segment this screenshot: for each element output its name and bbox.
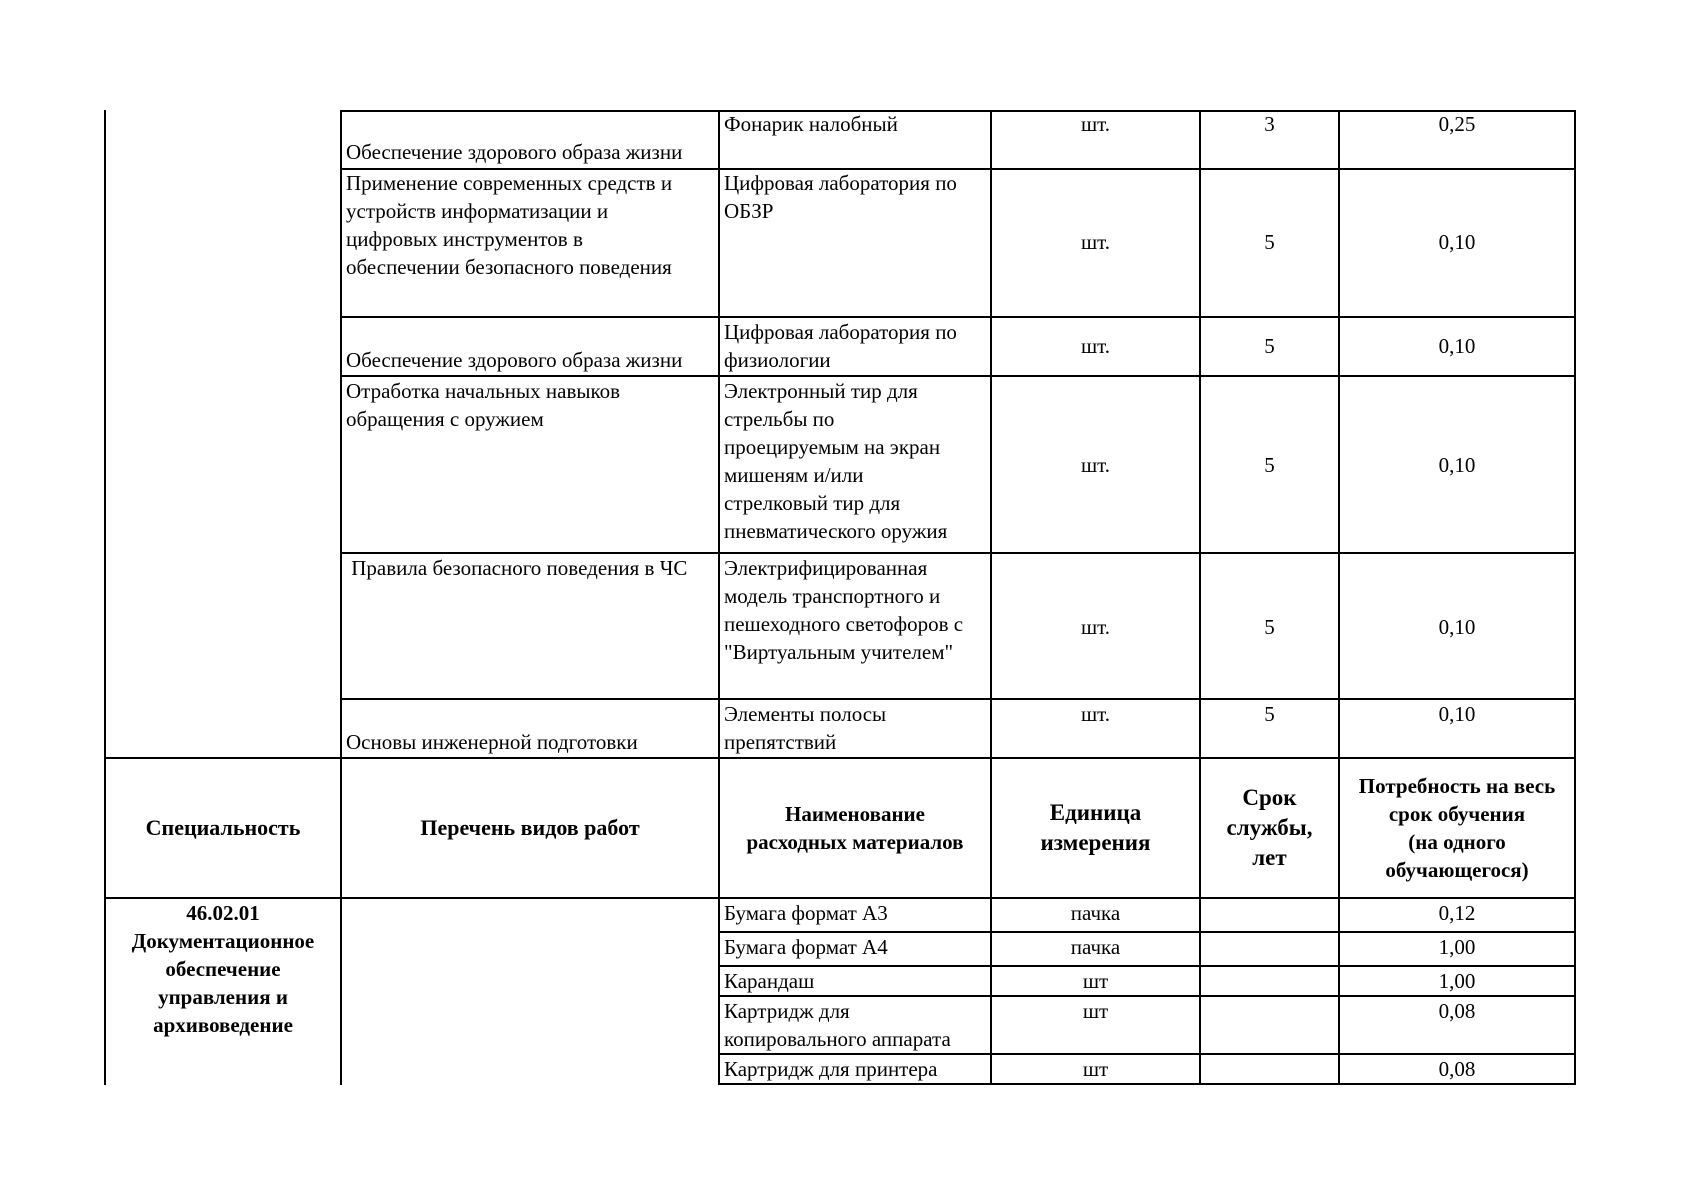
table-cell-item: Бумага формат А4 xyxy=(724,935,888,959)
table-cell-unit: шт xyxy=(1082,999,1109,1023)
table-cell-unit: шт xyxy=(1082,969,1109,993)
table-cell-term xyxy=(1201,899,1338,931)
table-cell-term: 5 xyxy=(1264,615,1275,639)
table-cell-need: 0,10 xyxy=(1438,615,1476,639)
table-cell-item: Электронный тир для стрельбы по проецируемым на экран мишеням и/или стрелковый тир для пневматического оружия xyxy=(724,379,948,543)
table-cell-unit: пачка xyxy=(1070,935,1121,959)
table-cell-need: 0,08 xyxy=(1438,1057,1476,1081)
table-cell-item: Цифровая лаборатория по ОБЗР xyxy=(724,171,957,223)
table-cell-item: Цифровая лаборатория по физиологии xyxy=(724,320,957,372)
table-cell-need: 0,08 xyxy=(1438,999,1476,1023)
table-cell-need: 0,12 xyxy=(1438,901,1476,925)
table-cell-term: 5 xyxy=(1264,702,1275,726)
table-border xyxy=(1574,110,1576,1085)
table-cell-unit: шт. xyxy=(1080,334,1111,358)
column-header-term: Срок службы, лет xyxy=(1226,785,1313,870)
table-cell-unit: пачка xyxy=(1070,901,1121,925)
table-cell-work: Обеспечение здорового образа жизни xyxy=(346,348,683,372)
table-cell-term xyxy=(1201,997,1338,1025)
table-cell-work: Применение современных средств и устройств информатизации и цифровых инструментов в обеспечении безопасного поведения xyxy=(346,171,673,279)
table-cell-item: Бумага формат А3 xyxy=(724,901,888,925)
table-border xyxy=(718,1083,1576,1085)
table-cell-item: Фонарик налобный xyxy=(724,112,898,136)
table-cell-term: 5 xyxy=(1264,334,1275,358)
table-cell-need: 0,25 xyxy=(1438,112,1476,136)
table-cell-term xyxy=(1201,1055,1338,1083)
table-cell-item: Картридж для копировального аппарата xyxy=(724,999,951,1051)
table-cell-need: 0,10 xyxy=(1438,230,1476,254)
table-cell-item: Картридж для принтера xyxy=(724,1057,938,1081)
table-cell-unit: шт. xyxy=(1080,453,1111,477)
table-cell-term: 5 xyxy=(1264,230,1275,254)
table-cell-term: 5 xyxy=(1264,453,1275,477)
column-header-need: Потребность на весь срок обучения (на одного обучающегося) xyxy=(1358,774,1556,882)
table-cell-work: Правила безопасного поведения в ЧС xyxy=(346,556,688,580)
table-cell-need: 1,00 xyxy=(1438,969,1476,993)
specialty-name: Документационное обеспечение управления и архивоведение xyxy=(131,929,315,1037)
table-cell-need: 0,10 xyxy=(1438,334,1476,358)
column-header-works: Перечень видов работ xyxy=(420,815,640,840)
specialty-code: 46.02.01 xyxy=(186,901,260,925)
table-cell-unit: шт. xyxy=(1080,702,1111,726)
table-cell-unit: шт. xyxy=(1080,230,1111,254)
table-cell-item: Карандаш xyxy=(724,969,815,993)
table-cell-need: 0,10 xyxy=(1438,702,1476,726)
column-header-specialty: Специальность xyxy=(145,815,301,840)
table-cell-term xyxy=(1201,933,1338,965)
table-cell-unit: шт. xyxy=(1080,615,1111,639)
column-header-materials: Наименование расходных материалов xyxy=(746,802,964,854)
table-cell-work: Обеспечение здорового образа жизни xyxy=(346,140,683,164)
table-cell-need: 0,10 xyxy=(1438,453,1476,477)
column-header-unit: Единица измерения xyxy=(1040,800,1151,855)
table-cell-work: Отработка начальных навыков обращения с оружием xyxy=(346,379,621,431)
table-cell-unit: шт xyxy=(1082,1057,1109,1081)
table-cell-work: Основы инженерной подготовки xyxy=(346,730,638,754)
table-cell-item: Элементы полосы препятствий xyxy=(724,702,887,754)
table-cell-term xyxy=(1201,967,1338,995)
table-cell-term: 3 xyxy=(1264,112,1275,136)
table-cell-need: 1,00 xyxy=(1438,935,1476,959)
table-cell-unit: шт. xyxy=(1080,112,1111,136)
table-cell-item: Электрифицированная модель транспортного и пешеходного светофоров с "Виртуальным учителем" xyxy=(724,556,964,664)
